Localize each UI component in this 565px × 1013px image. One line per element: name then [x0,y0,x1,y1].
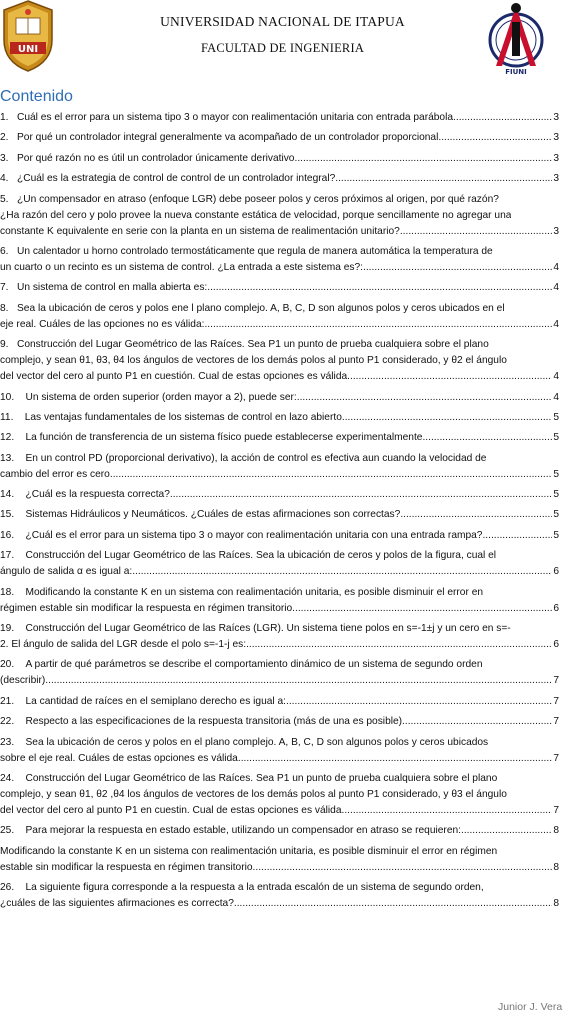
toc-page-number: 4 [553,371,559,383]
toc-page-number: 8 [553,825,559,837]
toc-leader-dots [344,803,552,819]
toc-entry[interactable] [0,410,565,426]
toc-leader-dots [286,694,552,710]
toc-entry-text: 7. Un sistema de control en malla abierta es: [0,282,208,294]
toc-entry-text: 17. Construcción del Lugar Geométrico de las Raíces. Sea la ubicación de ceros y polos de la figura, cual el [0,550,497,562]
university-name: UNIVERSIDAD NACIONAL DE ITAPUA [160,14,405,29]
toc-leader-dots [132,564,552,580]
toc-entry[interactable] [0,192,565,240]
toc-entry-text: ¿cuáles de las siguientes afirmaciones es correcta? [0,898,234,910]
toc-entry[interactable] [0,244,565,276]
toc-page-number: 7 [553,716,559,728]
toc-entry-text: 22. Respecto a las especificaciones de la respuesta transitoria (más de una es posible). [0,716,405,728]
toc-entry-text: 20. A partir de qué parámetros se describe el comportamiento dinámico de un sistema de segundo orden [0,659,483,671]
toc-leader-dots [456,110,552,126]
toc-leader-dots [482,528,552,544]
toc-entry-text: 6. Un calentador u horno controlado termostáticamente que regula de manera automática la temperatura de [0,245,493,257]
toc-entry-text: sobre el eje real. Cuáles de estas opciones es válida. [0,752,241,764]
toc-entry-text: complejo, y sean θ1, θ3, θ4 los ángulos de vectores de los demás polos al punto P1 considerado, y θ2 el ángulo [0,355,507,367]
toc-page-number: 5 [553,432,559,444]
toc-page-number: 7 [553,675,559,687]
toc-entry[interactable] [0,390,565,406]
toc-entry[interactable] [0,880,565,912]
toc-entry-text: 26. La siguiente figura corresponde a la respuesta a la entrada escalón de un sistema de segundo orden, [0,882,484,894]
toc-leader-dots [48,673,552,689]
toc-page-number: 7 [553,752,559,764]
toc-entry[interactable] [0,694,565,710]
toc-entry-text: (describir). [0,675,49,687]
toc-page-number: 4 [553,318,559,330]
toc-page-number: 6 [553,602,559,614]
toc-entry[interactable] [0,451,565,483]
toc-leader-dots [345,410,553,426]
toc-page-number: 3 [553,225,559,237]
toc-entry[interactable] [0,844,565,876]
toc-entry-text: 14. ¿Cuál es la respuesta correcta? [0,489,170,501]
toc-page-number: 7 [553,695,559,707]
toc-page-number: 6 [553,566,559,578]
toc-page-number: 8 [553,898,559,910]
toc-entry-text: constante K equivalente en serie con la planta en un sistema de realimentación unitario? [0,225,400,237]
toc-entry-text: Modificando la constante K en un sistema con realimentación unitaria, es posible disminuir el error en régimen [0,845,498,857]
toc-entry-text: ángulo de salida α es igual a: [0,566,133,578]
svg-text:FIUNI: FIUNI [505,68,527,76]
toc-entry-text: 1. Cuál es el error para un sistema tipo 3 o mayor con realimentación unitaria con entrada parábola. [0,112,456,123]
toc-leader-dots [425,430,552,446]
footer-author: Junior J. Vera [498,1001,563,1013]
toc-entry[interactable] [0,151,565,167]
toc-entry-text: 11. Las ventajas fundamentales de los sistemas de control en lazo abierto. [0,411,345,423]
toc-leader-dots [241,751,553,767]
toc-entry[interactable] [0,621,565,653]
toc-entry-text: complejo, y sean θ1, θ2 ,θ4 los ángulos de vectores de los demás polos al punto P1 considerado, y θ3 el ángulo [0,788,507,800]
toc-entry[interactable] [0,430,565,446]
toc-page-number: 4 [553,261,559,273]
toc-page-number: 3 [553,173,559,185]
toc-entry-text: 8. Sea la ubicación de ceros y polos ene l plano complejo. A, B, C, D son algunos polos y ceros ubicados en el [0,302,505,314]
toc-leader-dots [350,369,552,385]
toc-page-number: 7 [553,804,559,816]
toc-leader-dots [234,896,552,912]
toc-leader-dots [113,467,553,483]
toc-leader-dots [246,637,552,653]
toc-leader-dots [297,390,553,406]
toc-entry-text: 24. Construcción del Lugar Geométrico de las Raíces. Sea P1 un punto de prueba cualquiera sobre el plano [0,772,498,784]
toc-page-number: 4 [553,282,559,294]
toc-entry-text: cambio del error es cero. [0,468,113,480]
toc-entry-text: estable sin modificar la respuesta en régimen transitorio. [0,861,256,873]
toc-title: Contenido [0,88,73,105]
toc-entry-text: 3. Por qué razón no es útil un controlador únicamente derivativo. [0,152,298,164]
toc-leader-dots [297,151,552,167]
toc-entry[interactable] [0,507,565,523]
toc-leader-dots [335,171,552,187]
toc-entry-text: 15. Sistemas Hidráulicos y Neumáticos. ¿Cuáles de estas afirmaciones son correctas? [0,509,401,521]
toc-entry-text: eje real. Cuáles de las opciones no es válida: [0,318,205,330]
toc-page-number: 4 [553,391,559,403]
toc-leader-dots [400,224,552,240]
page-header [0,0,565,80]
toc-entry-text: del vector del cero al punto P1 en cuestin. Cual de estas opciones es válida. [0,804,345,816]
toc-page-number: 8 [553,861,559,873]
toc-entry[interactable] [0,280,565,296]
toc-entry[interactable] [0,171,565,187]
toc-entry-text: 12. La función de transferencia de un sistema físico puede establecerse experimentalmente. [0,432,426,444]
fiuni-logo [488,0,544,76]
toc-leader-dots [255,860,552,876]
uni-logo [2,0,54,72]
toc-page-number: 6 [553,639,559,651]
toc-page-number: 5 [553,489,559,501]
toc-page-number: 5 [553,509,559,521]
toc-entry-text: 9. Construcción del Lugar Geométrico de las Raíces. Sea P1 un punto de prueba cualquiera sobre el plano [0,339,489,351]
toc-entry-text: 18. Modificando la constante K en un sistema con realimentación unitaria, es posible disminuir el error en [0,586,484,598]
toc-leader-dots [295,601,552,617]
toc-entry[interactable] [0,528,565,544]
toc-leader-dots [441,130,552,146]
toc-entry-text: 2. El ángulo de salida del LGR desde el polo s=-1-j es: [0,639,247,651]
toc-entry[interactable] [0,487,565,503]
toc-entry-text: del vector del cero al punto P1 en cuestión. Cual de estas opciones es válida. [0,371,350,383]
toc-entry-text: un cuarto o un recinto es un sistema de control. ¿La entrada a este sistema es?: [0,261,363,273]
toc-entry-text: 2. Por qué un controlador integral generalmente va acompañado de un controlador proporcional. [0,132,442,144]
toc-entry[interactable] [0,657,565,689]
toc-entry-text: 19. Construcción del Lugar Geométrico de las Raíces (LGR). Un sistema tiene polos en s=-1±j y un cero en s=- [0,623,511,635]
toc-entry-text: ¿Ha razón del cero y polo provee la nueva constante estática de velocidad, porque sencillamente no agregar una [0,209,512,221]
toc-entry-text: 21. La cantidad de raíces en el semiplano derecho es igual a: [0,695,287,707]
toc-entry[interactable] [0,771,565,819]
toc-entry-text: 4. ¿Cuál es la estrategia de control de control de un controlador integral? [0,173,336,185]
toc-leader-dots [400,507,552,523]
toc-entry[interactable] [0,735,565,767]
toc-entry[interactable] [0,714,565,730]
toc-leader-dots [170,487,552,503]
toc-entry[interactable] [0,337,565,385]
toc-entry[interactable] [0,585,565,617]
toc-leader-dots [207,280,552,296]
toc-leader-dots [405,714,552,730]
toc-entry-text: 5. ¿Un compensador en atraso (enfoque LGR) debe poseer polos y ceros próximos al origen, por qué razón? [0,193,499,205]
toc-leader-dots [204,317,552,333]
toc-page-number: 5 [553,529,559,541]
svg-text:UNI: UNI [17,44,39,55]
toc-entry-text: 23. Sea la ubicación de ceros y polos en el plano complejo. A, B, C, D son algunos polos y ceros ubicados [0,736,489,748]
toc-entry[interactable] [0,301,565,333]
toc-entry-text: régimen estable sin modificar la respuesta en régimen transitorio. [0,602,296,614]
toc-entry[interactable] [0,110,565,126]
toc-leader-dots [461,823,552,839]
toc-leader-dots [363,260,552,276]
toc-page-number: 5 [553,468,559,480]
toc-page-number: 3 [553,152,559,164]
toc-entry[interactable] [0,823,565,839]
toc-entry[interactable] [0,130,565,146]
table-of-contents [0,110,565,917]
toc-entry-text: 25. Para mejorar la respuesta en estado estable, utilizando un compensador en atraso se requieren: [0,825,461,837]
toc-page-number: 3 [553,132,559,144]
toc-entry-text: 10. Un sistema de orden superior (orden mayor a 2), puede ser: [0,391,297,403]
toc-entry-text: 13. En un control PD (proporcional derivativo), la acción de control es efectiva aun cuando la velocidad de [0,452,487,464]
faculty-name: FACULTAD DE INGENIERIA [200,41,365,55]
toc-entry-text: 16. ¿Cuál es el error para un sistema tipo 3 o mayor con realimentación unitaria con una entrada rampa? [0,529,483,541]
toc-page-number: 3 [553,112,559,123]
toc-entry[interactable] [0,548,565,580]
toc-page-number: 5 [553,411,559,423]
